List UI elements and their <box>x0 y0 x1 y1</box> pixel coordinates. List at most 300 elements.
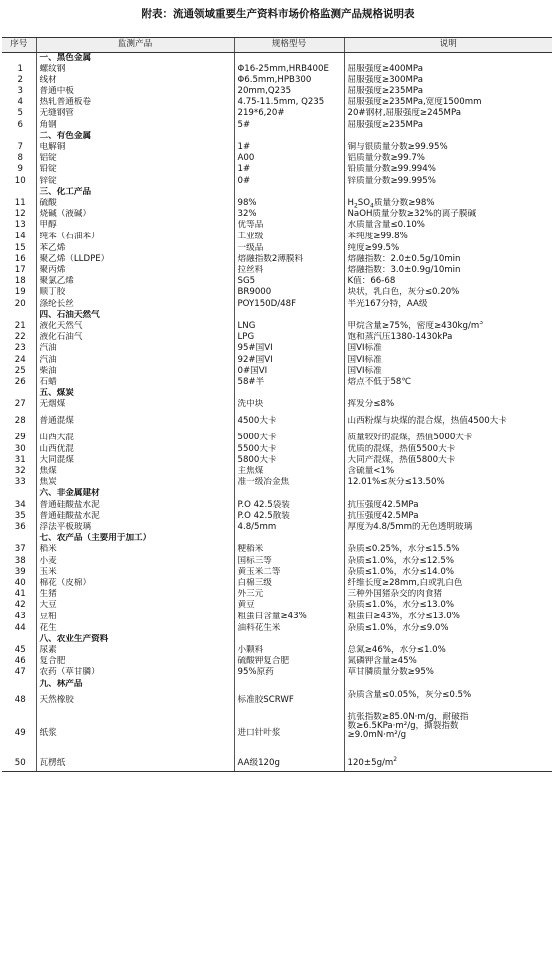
row-spec: 准一级冶金焦 <box>234 477 344 488</box>
table-row <box>2 287 552 298</box>
row-product: 大同混煤 <box>36 455 234 466</box>
desc-part: 120±5g/m <box>347 757 394 768</box>
table-row <box>2 645 552 656</box>
row-index: 31 <box>14 454 26 465</box>
row-description <box>344 187 552 198</box>
row-spec <box>234 310 344 321</box>
row-spec: 进口针叶浆 <box>234 712 344 756</box>
row-index: 18 <box>14 276 26 287</box>
row-product: 尿素 <box>36 645 234 656</box>
row-spec: 5500大卡 <box>234 444 344 455</box>
row-spec: 一级品 <box>234 243 344 254</box>
row-description <box>344 388 552 399</box>
row-index: 41 <box>14 589 26 600</box>
row-product: 生猪 <box>36 589 234 600</box>
row-spec: SG5 <box>234 276 344 287</box>
header-spec: 规格型号 <box>234 38 344 53</box>
row-product: 涤纶长丝 <box>36 299 234 310</box>
row-index <box>2 488 36 499</box>
table-row <box>2 656 552 667</box>
desc-part: 质量分数≥98% <box>373 197 435 208</box>
row-description: NaOH质量分数≥32%的离子膜碱 <box>344 209 552 220</box>
row-product: 热轧普通板卷 <box>36 97 234 108</box>
table-row <box>2 276 552 287</box>
table-row <box>2 399 552 410</box>
row-spec: 优等品 <box>234 220 344 231</box>
row-description: K值：66-68 <box>344 276 552 287</box>
row-index: 25 <box>14 365 26 376</box>
row-spec: 1# <box>234 142 344 153</box>
row-index <box>2 634 36 645</box>
table-row <box>2 712 552 756</box>
row-description: 挥发分≤8% <box>344 399 552 410</box>
table-row <box>2 444 552 455</box>
row-description: 国VI标准 <box>344 343 552 354</box>
row-index: 2 <box>17 74 23 85</box>
row-product: 烧碱（液碱） <box>36 209 234 220</box>
row-index: 22 <box>14 332 26 343</box>
table-row <box>2 690 552 712</box>
row-spec: 小颗料 <box>234 645 344 656</box>
row-index: 13 <box>14 220 26 231</box>
table-row <box>2 355 552 366</box>
row-product: 普通混煤 <box>36 411 234 433</box>
row-product: 复合肥 <box>36 656 234 667</box>
row-product: 大豆 <box>36 600 234 611</box>
table-row <box>2 623 552 634</box>
row-spec: 硫酸钾复合肥 <box>234 656 344 667</box>
table-row <box>2 153 552 164</box>
row-description: 20#钢材,屈服强度≥245MPa <box>344 108 552 119</box>
section-row <box>2 679 552 690</box>
row-index: 17 <box>14 265 26 276</box>
row-index: 47 <box>14 667 26 678</box>
row-description <box>344 310 552 321</box>
row-product: 铅锭 <box>36 164 234 175</box>
row-index: 3 <box>17 86 23 97</box>
row-product: 天然橡胶 <box>36 690 234 712</box>
desc-part: 2 <box>353 202 358 210</box>
table-row <box>2 265 552 276</box>
desc-superscript: 2 <box>393 756 398 764</box>
row-spec: 主焦煤 <box>234 466 344 477</box>
desc-part: SO <box>357 197 371 208</box>
table-row <box>2 567 552 578</box>
table-row <box>2 600 552 611</box>
row-product: 棉花（皮棉） <box>36 578 234 589</box>
row-spec: Φ16-25mm,HRB400E <box>234 64 344 75</box>
row-spec: 标准胶SCRWF <box>234 690 344 712</box>
row-spec: 4.8/5mm <box>234 522 344 533</box>
row-index <box>2 388 36 399</box>
row-spec: 4.75-11.5mm, Q235 <box>234 97 344 108</box>
table-row <box>2 209 552 220</box>
desc-part: 甲烷含量≥75%，密度≥430kg/m <box>347 321 480 331</box>
row-description: 12.01%≤灰分≤13.50% <box>344 477 552 488</box>
row-spec: LNG <box>234 321 344 332</box>
row-product: 瓦楞纸 <box>36 756 234 772</box>
row-index: 50 <box>2 756 36 772</box>
table-header-row <box>2 38 552 53</box>
row-description: 杂质≤0.25%，水分≤15.5% <box>344 544 552 555</box>
table-row <box>2 556 552 567</box>
section-row <box>2 488 552 499</box>
section-title: 一、黑色金属 <box>36 53 234 64</box>
row-index: 11 <box>14 197 26 208</box>
table-row <box>2 75 552 86</box>
table-row <box>2 198 552 209</box>
row-description <box>344 679 552 690</box>
table-row <box>2 411 552 433</box>
row-description: 屈服强度≥300MPa <box>344 75 552 86</box>
row-spec: POY150D/48F <box>234 299 344 310</box>
row-index: 43 <box>14 611 26 622</box>
row-index <box>2 131 36 142</box>
row-product: 纯苯（石油苯） <box>36 232 234 243</box>
table-row <box>2 164 552 175</box>
row-description: 大同产混煤，热值5800大卡 <box>344 455 552 466</box>
table-row <box>2 366 552 377</box>
row-index: 28 <box>14 415 26 426</box>
row-spec: 5# <box>234 120 344 131</box>
row-description: 国VI标准 <box>344 355 552 366</box>
row-index: 38 <box>14 555 26 566</box>
row-product: 顺丁胶 <box>36 287 234 298</box>
table-row <box>2 343 552 354</box>
section-row <box>2 634 552 645</box>
row-description: 总氮≥46%，水分≤1.0% <box>344 645 552 656</box>
row-spec: LPG <box>234 332 344 343</box>
row-index: 37 <box>14 544 26 555</box>
row-spec: 95#国VI <box>234 343 344 354</box>
row-index <box>2 187 36 198</box>
row-spec: 1# <box>234 164 344 175</box>
row-index: 45 <box>14 645 26 656</box>
row-index: 15 <box>14 242 26 253</box>
row-description: 粗蛋白≥43%，水分≤13.0% <box>344 612 552 623</box>
table-row <box>2 511 552 522</box>
table-row <box>2 142 552 153</box>
row-description: 杂质≤1.0%，水分≤13.0% <box>344 600 552 611</box>
row-description: 抗压强度42.5MPa <box>344 500 552 511</box>
section-row <box>2 310 552 321</box>
row-index: 42 <box>14 600 26 611</box>
row-product: 铝锭 <box>36 153 234 164</box>
row-spec: 58#半 <box>234 377 344 388</box>
table-row <box>2 667 552 678</box>
row-description <box>344 198 552 209</box>
table-row <box>2 243 552 254</box>
row-spec: 拉丝料 <box>234 265 344 276</box>
row-product: 聚氯乙烯 <box>36 276 234 287</box>
table-row <box>2 108 552 119</box>
row-index: 29 <box>14 432 26 443</box>
section-row <box>2 53 552 64</box>
row-index: 40 <box>14 577 26 588</box>
row-description: 质量较好的混煤，热值5000大卡 <box>344 433 552 444</box>
row-description <box>344 634 552 645</box>
row-index: 44 <box>14 622 26 633</box>
row-spec: 国标三等 <box>234 556 344 567</box>
row-description <box>344 488 552 499</box>
section-title: 七、农产品（主要用于加工） <box>36 533 234 544</box>
desc-line: 抗张指数≥85.0N·m/g，耐破指 <box>347 711 469 722</box>
row-description: 国VI标准 <box>344 366 552 377</box>
table-row <box>2 321 552 332</box>
row-index: 36 <box>14 522 26 532</box>
row-spec <box>234 488 344 499</box>
row-index: 26 <box>14 376 26 387</box>
section-title: 五、煤炭 <box>36 388 234 399</box>
row-index <box>2 679 36 690</box>
row-product: 焦炭 <box>36 477 234 488</box>
table-row <box>2 578 552 589</box>
row-product: 稻米 <box>36 544 234 555</box>
row-index: 34 <box>14 499 26 510</box>
row-spec: A00 <box>234 153 344 164</box>
row-index: 27 <box>14 399 26 410</box>
row-description: 铅质量分数≥99.994% <box>344 164 552 175</box>
header-index: 序号 <box>2 38 36 53</box>
row-index: 30 <box>14 443 26 454</box>
row-index <box>2 310 36 321</box>
row-description: 三种外国猪杂交的肉食猪 <box>344 589 552 600</box>
table-row <box>2 756 552 772</box>
table-row <box>2 466 552 477</box>
row-index: 10 <box>14 175 26 186</box>
row-spec <box>234 634 344 645</box>
row-spec: AA级120g <box>234 756 344 772</box>
row-product: 锌锭 <box>36 176 234 187</box>
row-product: 小麦 <box>36 556 234 567</box>
header-description: 说明 <box>344 38 552 53</box>
row-description: 纯度≥99.5% <box>344 243 552 254</box>
row-spec <box>234 679 344 690</box>
row-index: 5 <box>17 108 23 119</box>
table-row <box>2 455 552 466</box>
row-description: 含硫量<1% <box>344 466 552 477</box>
table-row <box>2 500 552 511</box>
row-spec: 黄玉米二等 <box>234 567 344 578</box>
row-description: 抗压强度42.5MPa <box>344 511 552 522</box>
row-description <box>344 533 552 544</box>
row-index: 48 <box>14 695 26 706</box>
row-product: 山西大混 <box>36 433 234 444</box>
row-description: 屈服强度≥235MPa,宽度1500mm <box>344 97 552 108</box>
row-spec <box>234 53 344 64</box>
row-description: 纤维长度≥28mm,白或乳白色 <box>344 578 552 589</box>
row-description: 优质的混煤，热值5500大卡 <box>344 444 552 455</box>
table-title: 附表：流通领域重要生产资料市场价格监测产品规格说明表 <box>141 8 415 20</box>
row-product: 花生 <box>36 623 234 634</box>
row-description <box>344 690 552 712</box>
row-index: 7 <box>17 142 23 152</box>
row-product: 线材 <box>36 75 234 86</box>
row-description: 饱和蒸汽压1380-1430kPa <box>344 332 552 343</box>
row-index: 33 <box>14 477 26 488</box>
row-index: 12 <box>14 209 26 220</box>
row-description: 草甘膦质量分数≥95% <box>344 667 552 678</box>
row-description: 锌质量分数≥99.995% <box>344 176 552 187</box>
row-description: 氮磷钾含量≥45% <box>344 656 552 667</box>
section-title: 八、农业生产资料 <box>36 634 234 645</box>
table-row <box>2 377 552 388</box>
row-spec: P.O 42.5散装 <box>234 511 344 522</box>
table-row <box>2 589 552 600</box>
row-product: 普通硅酸盐水泥 <box>36 511 234 522</box>
row-description: 杂质≤1.0%，水分≤12.5% <box>344 556 552 567</box>
table-row <box>2 120 552 131</box>
row-spec: 黄豆 <box>234 600 344 611</box>
row-index: 6 <box>17 119 23 130</box>
spec-table <box>2 37 552 772</box>
section-title: 六、非金属建材 <box>36 488 234 499</box>
row-product: 聚乙烯（LLDPE） <box>36 254 234 265</box>
section-title: 三、化工产品 <box>36 187 234 198</box>
row-description: 山西粉煤与块煤的混合煤，热值4500大卡 <box>344 411 552 433</box>
row-product: 普通硅酸盐水泥 <box>36 500 234 511</box>
row-description <box>344 131 552 142</box>
section-row <box>2 533 552 544</box>
row-index: 49 <box>14 728 26 739</box>
row-product: 汽油 <box>36 355 234 366</box>
row-product: 无缝钢管 <box>36 108 234 119</box>
row-spec: 工业级 <box>234 232 344 243</box>
row-spec: 20mm,Q235 <box>234 86 344 97</box>
row-description: 铜与银质量分数≥99.95% <box>344 142 552 153</box>
row-product: 汽油 <box>36 343 234 354</box>
row-index: 35 <box>14 510 26 521</box>
section-row <box>2 187 552 198</box>
table-row <box>2 433 552 444</box>
table-row <box>2 522 552 533</box>
row-index: 4 <box>17 97 23 108</box>
row-product: 液化天然气 <box>36 321 234 332</box>
section-row <box>2 131 552 142</box>
row-product: 苯乙烯 <box>36 243 234 254</box>
row-product: 柴油 <box>36 366 234 377</box>
row-description: 杂质≤1.0%，水分≤9.0% <box>344 623 552 634</box>
section-row <box>2 388 552 399</box>
row-product: 普通中板 <box>36 86 234 97</box>
row-product: 无烟煤 <box>36 399 234 410</box>
table-row <box>2 544 552 555</box>
row-description: 半光167分特，AA级 <box>344 299 552 310</box>
row-product: 纸浆 <box>36 712 234 756</box>
row-spec <box>234 388 344 399</box>
row-description: 水质量含量≤0.10% <box>344 220 552 231</box>
row-description: 屈服强度≥400MPa <box>344 64 552 75</box>
header-product: 监测产品 <box>36 38 234 53</box>
row-spec: 油料花生米 <box>234 623 344 634</box>
row-description <box>344 712 552 756</box>
row-product: 甲醇 <box>36 220 234 231</box>
row-index: 20 <box>14 298 26 309</box>
row-description <box>344 321 552 332</box>
row-index: 32 <box>14 466 26 477</box>
row-description: 杂质≤1.0%，水分≤14.0% <box>344 567 552 578</box>
row-spec: 0#国VI <box>234 366 344 377</box>
row-spec: Φ6.5mm,HPB300 <box>234 75 344 86</box>
row-index: 21 <box>14 321 26 331</box>
row-index: 9 <box>17 164 23 175</box>
row-product: 螺纹钢 <box>36 64 234 75</box>
table-row <box>2 332 552 343</box>
row-spec: 98% <box>234 198 344 209</box>
table-row <box>2 477 552 488</box>
row-index: 8 <box>17 153 23 164</box>
row-index: 16 <box>14 253 26 264</box>
row-spec: BR9000 <box>234 287 344 298</box>
row-description <box>344 756 552 772</box>
section-title: 九、林产品 <box>36 679 234 690</box>
row-spec: 洗中块 <box>234 399 344 410</box>
row-product: 聚丙烯 <box>36 265 234 276</box>
row-spec: 外三元 <box>234 589 344 600</box>
table-body <box>2 53 552 772</box>
row-description <box>344 53 552 64</box>
row-description: 块状，乳白色，灰分≤0.20% <box>344 287 552 298</box>
row-index <box>2 53 36 64</box>
row-index: 19 <box>14 287 26 298</box>
row-spec <box>234 533 344 544</box>
row-index: 24 <box>14 354 26 365</box>
section-title: 二、有色金属 <box>36 131 234 142</box>
desc-line: 杂质含量≤0.05%，灰分≤0.5% <box>347 689 472 700</box>
row-description: 熔融指数：2.0±0.5g/10min <box>344 254 552 265</box>
row-index: 46 <box>14 656 26 667</box>
table-row <box>2 612 552 623</box>
row-spec: 32% <box>234 209 344 220</box>
row-description: 屈服强度≥235MPa <box>344 86 552 97</box>
table-row <box>2 64 552 75</box>
row-description: 屈服强度≥235MPa <box>344 120 552 131</box>
row-product: 浮法平板玻璃 <box>36 522 234 533</box>
row-index: 39 <box>14 566 26 577</box>
row-product: 焦煤 <box>36 466 234 477</box>
row-product: 山西优混 <box>36 444 234 455</box>
row-index <box>2 533 36 544</box>
table-row <box>2 176 552 187</box>
row-description: 厚度为4.8/5mm的无色透明玻璃 <box>344 522 552 533</box>
desc-superscript: 3 <box>479 321 484 327</box>
row-product: 角钢 <box>36 120 234 131</box>
row-spec: 白棉三级 <box>234 578 344 589</box>
desc-part: H <box>347 197 354 208</box>
table-row <box>2 232 552 243</box>
row-product: 石蜡 <box>36 377 234 388</box>
row-index: 23 <box>14 343 26 354</box>
row-spec: P.O 42.5袋装 <box>234 500 344 511</box>
row-product: 硫酸 <box>36 198 234 209</box>
row-description: 苯纯度≥99.8% <box>344 232 552 243</box>
row-index: 1 <box>17 63 23 74</box>
row-spec: 4500大卡 <box>234 411 344 433</box>
row-product: 玉米 <box>36 567 234 578</box>
row-spec: 熔融指数2薄膜料 <box>234 254 344 265</box>
desc-line: 数≥6.5KPa·m²/g，撕裂指数 <box>347 721 459 732</box>
row-spec: 92#国VI <box>234 355 344 366</box>
row-description: 熔点不低于58℃ <box>344 377 552 388</box>
row-description: 铝质量分数≥99.7% <box>344 153 552 164</box>
table-row <box>2 97 552 108</box>
row-index: 14 <box>14 231 26 242</box>
row-product: 液化石油气 <box>36 332 234 343</box>
section-title: 四、石油天然气 <box>36 310 234 321</box>
row-spec: 粳稻米 <box>234 544 344 555</box>
table-row <box>2 220 552 231</box>
row-spec: 0# <box>234 176 344 187</box>
